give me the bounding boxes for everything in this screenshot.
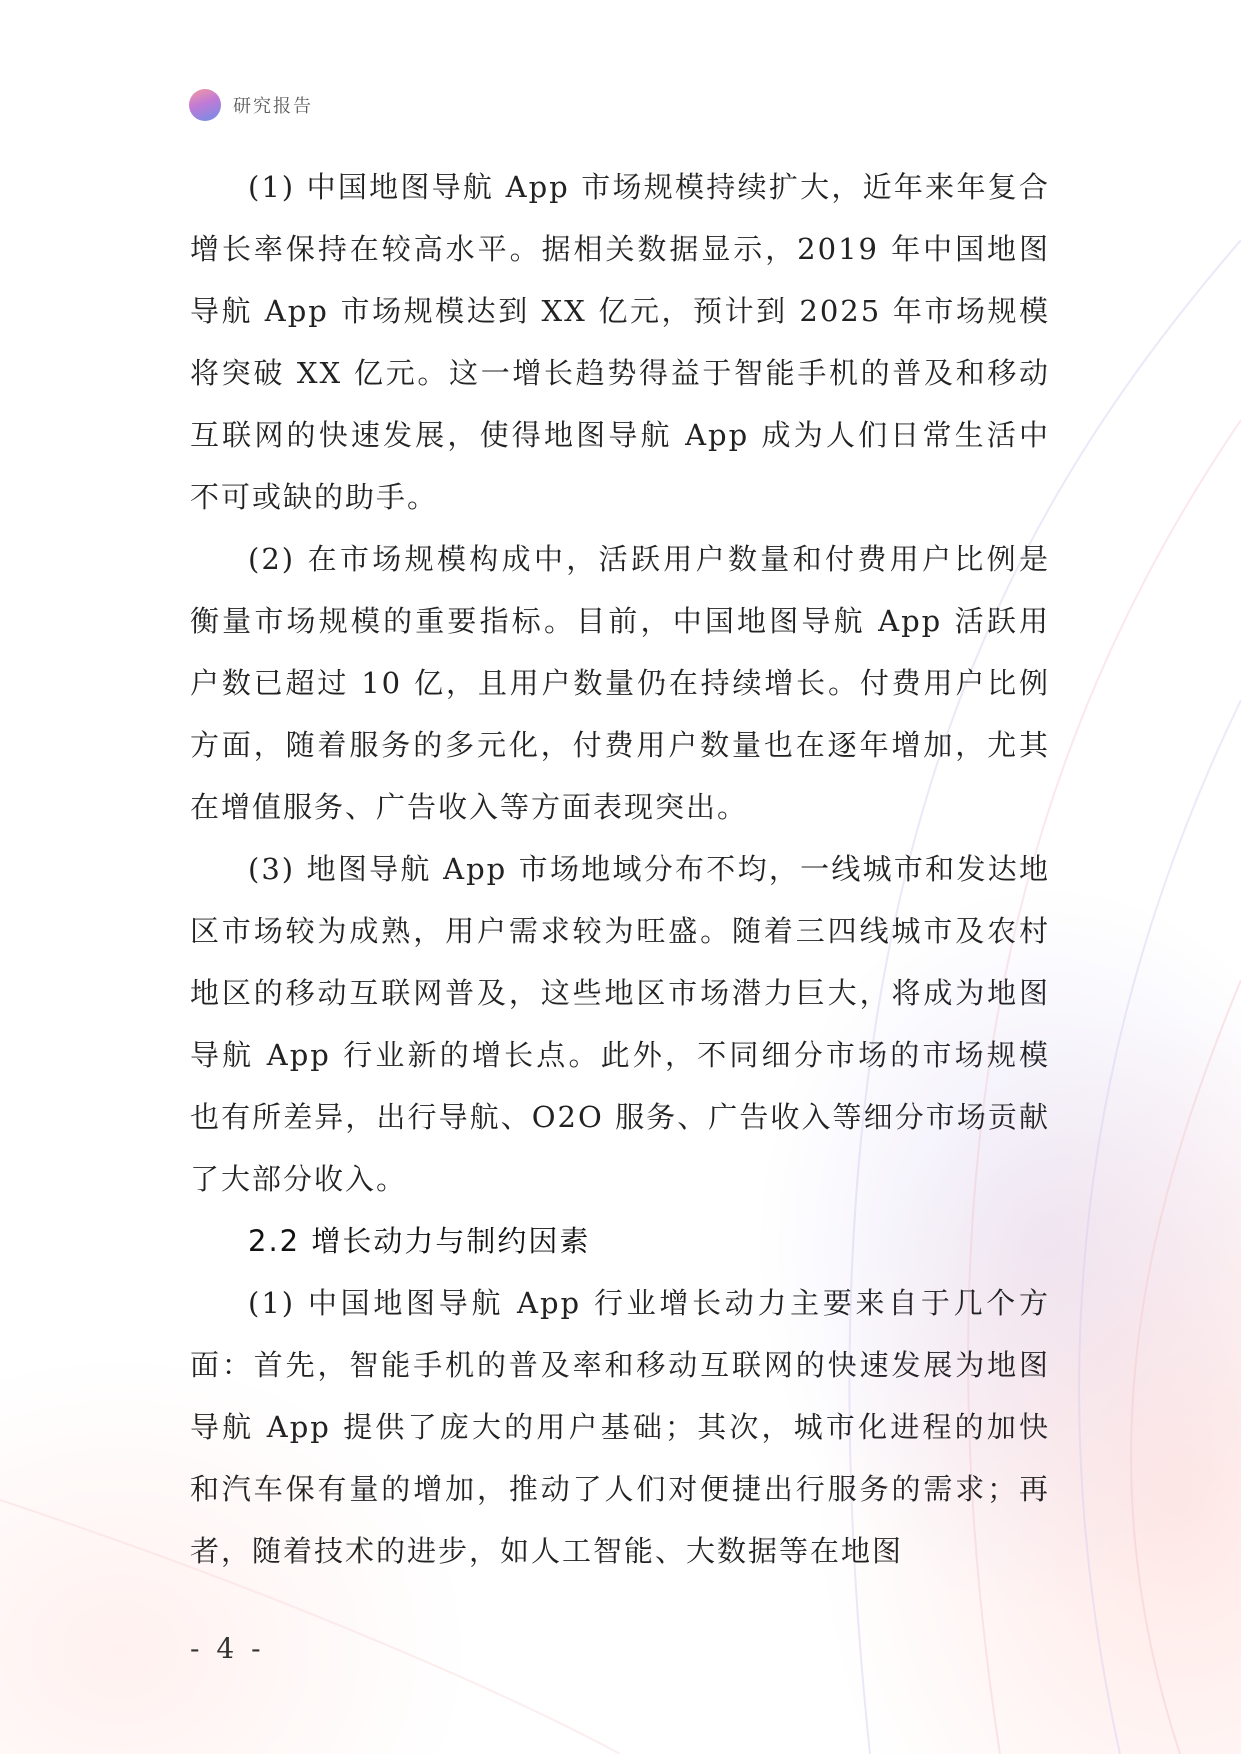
report-logo-icon <box>189 89 221 121</box>
section-heading: 2.2 增长动力与制约因素 <box>248 1224 591 1258</box>
report-header <box>189 88 313 122</box>
paragraph-regional-distribution: (3) 地图导航 App 市场地域分布不均，一线城市和发达地区市场较为成熟，用户需求较为旺盛。随着三四线城市及农村地区的移动互联网普及，这些地区市场潜力巨大，将成为地图导航 App 行业新的增长点。此外，不同细分市场的市场规模也有所差异，出行导航、O2O 服务、广告收入等细分市场贡献了大部分收入。 <box>190 852 1050 1196</box>
header-title: 研究报告 <box>233 96 313 117</box>
paragraph-market-scale: (1) 中国地图导航 App 市场规模持续扩大，近年来年复合增长率保持在较高水平。据相关数据显示，2019 年中国地图导航 App 市场规模达到 XX 亿元，预计到 2025 年市场规模将突破 XX 亿元。这一增长趋势得益于智能手机的普及和移动互联网的快速发展，使得地图导航 App 成为人们日常生活中不可或缺的助手。 <box>190 170 1050 514</box>
paragraph-growth-drivers: (1) 中国地图导航 App 行业增长动力主要来自于几个方面：首先，智能手机的普及率和移动互联网的快速发展为地图导航 App 提供了庞大的用户基础；其次，城市化进程的加快和汽车保有量的增加，推动了人们对便捷出行服务的需求；再者，随着技术的进步，如人工智能、大数据等在地图 <box>190 1286 1050 1568</box>
document-body <box>190 156 1050 1582</box>
page-number: - 4 - <box>190 1632 265 1665</box>
paragraph-user-composition: (2) 在市场规模构成中，活跃用户数量和付费用户比例是衡量市场规模的重要指标。目前，中国地图导航 App 活跃用户数已超过 10 亿，且用户数量仍在持续增长。付费用户比例方面，随着服务的多元化，付费用户数量也在逐年增加，尤其在增值服务、广告收入等方面表现突出。 <box>190 542 1050 824</box>
